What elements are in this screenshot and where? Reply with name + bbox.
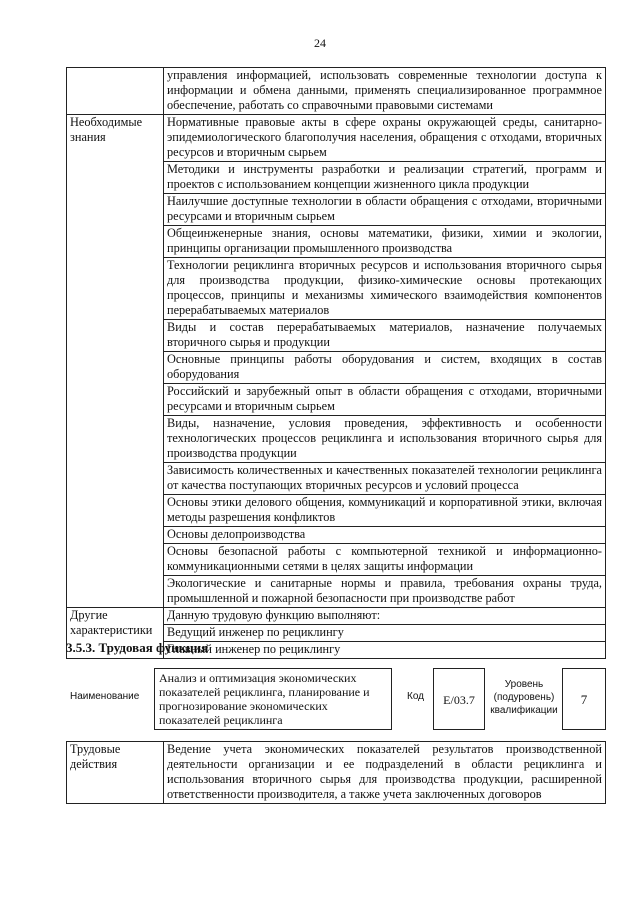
level-value-box: 7 xyxy=(562,668,606,730)
other-label: Другие характеристики xyxy=(67,608,164,659)
other-line: Данную трудовую функцию выполняют: xyxy=(164,608,606,625)
knowledge-item: Общеинженерные знания, основы математики, физики, химии и экологии, принципы организации промышленного производства xyxy=(164,226,606,258)
knowledge-item: Основы безопасной работы с компьютерной техникой и информационно-коммуникационными сетями в целях защиты информации xyxy=(164,544,606,576)
name-value-box: Анализ и оптимизация экономических показателей рециклинга, планирование и прогнозирование экономических показателей рециклинга xyxy=(154,668,392,730)
level-label: Уровень (подуровень) квалификации xyxy=(490,679,558,716)
knowledge-table xyxy=(66,67,606,659)
table-row xyxy=(67,68,606,115)
table-row xyxy=(67,115,606,162)
other-line: Главный инженер по рециклингу xyxy=(164,642,606,659)
knowledge-item: Основы этики делового общения, коммуникаций и корпоративной этики, включая методы разрешения конфликтов xyxy=(164,495,606,527)
knowledge-label: Необходимые знания xyxy=(67,115,164,608)
section-heading: 3.5.3. Трудовая функция xyxy=(66,640,209,655)
knowledge-item: Нормативные правовые акты в сфере охраны окружающей среды, санитарно-эпидемиологического благополучия населения, обращения с отходами, вторичных ресурсов и вторичным сырьем xyxy=(164,115,606,162)
knowledge-item: Виды и состав перерабатываемых материалов, назначение получаемых вторичного сырья и продукции xyxy=(164,320,606,352)
actions-text: Ведение учета экономических показателей результатов производственной деятельности организации и ее подразделений в области рециклинга и использования вторичного сырья для производства продукции, расширенной ответственности производителя, а также учета заключенных договоров xyxy=(164,742,606,804)
actions-label: Трудовые действия xyxy=(67,742,164,804)
knowledge-item: Виды, назначение, условия проведения, эффективность и особенности технологических процессов рециклинга и использования вторичного сырья для производства продукции xyxy=(164,416,606,463)
actions-table xyxy=(66,741,606,804)
code-value-box: E/03.7 xyxy=(433,668,485,730)
table-row xyxy=(67,742,606,804)
other-line: Ведущий инженер по рециклингу xyxy=(164,625,606,642)
top-continuation-cell: управления информацией, использовать современные технологии доступа к информации и обмена данными, применять специализированное программное обеспечение, работать со справочными правовыми системами xyxy=(164,68,606,115)
knowledge-item: Технологии рециклинга вторичных ресурсов и использования вторичного сырья для производства продукции, физико-химические основы протекающих процессов, принципы и механизмы химического взаимодействия компонентов перерабатываемых материалов xyxy=(164,258,606,320)
knowledge-item: Методики и инструменты разработки и реализации стратегий, программ и проектов с использованием концепции жизненного цикла продукции xyxy=(164,162,606,194)
empty-label-cell xyxy=(67,68,164,115)
knowledge-item: Основы делопроизводства xyxy=(164,527,606,544)
table-row xyxy=(67,608,606,625)
code-label: Код xyxy=(407,691,425,702)
page-number: 24 xyxy=(314,36,326,50)
knowledge-item: Российский и зарубежный опыт в области обращения с отходами, вторичными ресурсами и вторичным сырьем xyxy=(164,384,606,416)
knowledge-item: Наилучшие доступные технологии в области обращения с отходами, вторичными ресурсами и вторичным сырьем xyxy=(164,194,606,226)
knowledge-item: Экологические и санитарные нормы и правила, требования охраны труда, промышленной и пожарной безопасности при производстве работ xyxy=(164,576,606,608)
name-label: Наименование xyxy=(70,691,140,702)
knowledge-item: Зависимость количественных и качественных показателей технологии рециклинга от качества поступающих вторичных ресурсов и условий процесса xyxy=(164,463,606,495)
knowledge-item: Основные принципы работы оборудования и систем, входящих в состав оборудования xyxy=(164,352,606,384)
